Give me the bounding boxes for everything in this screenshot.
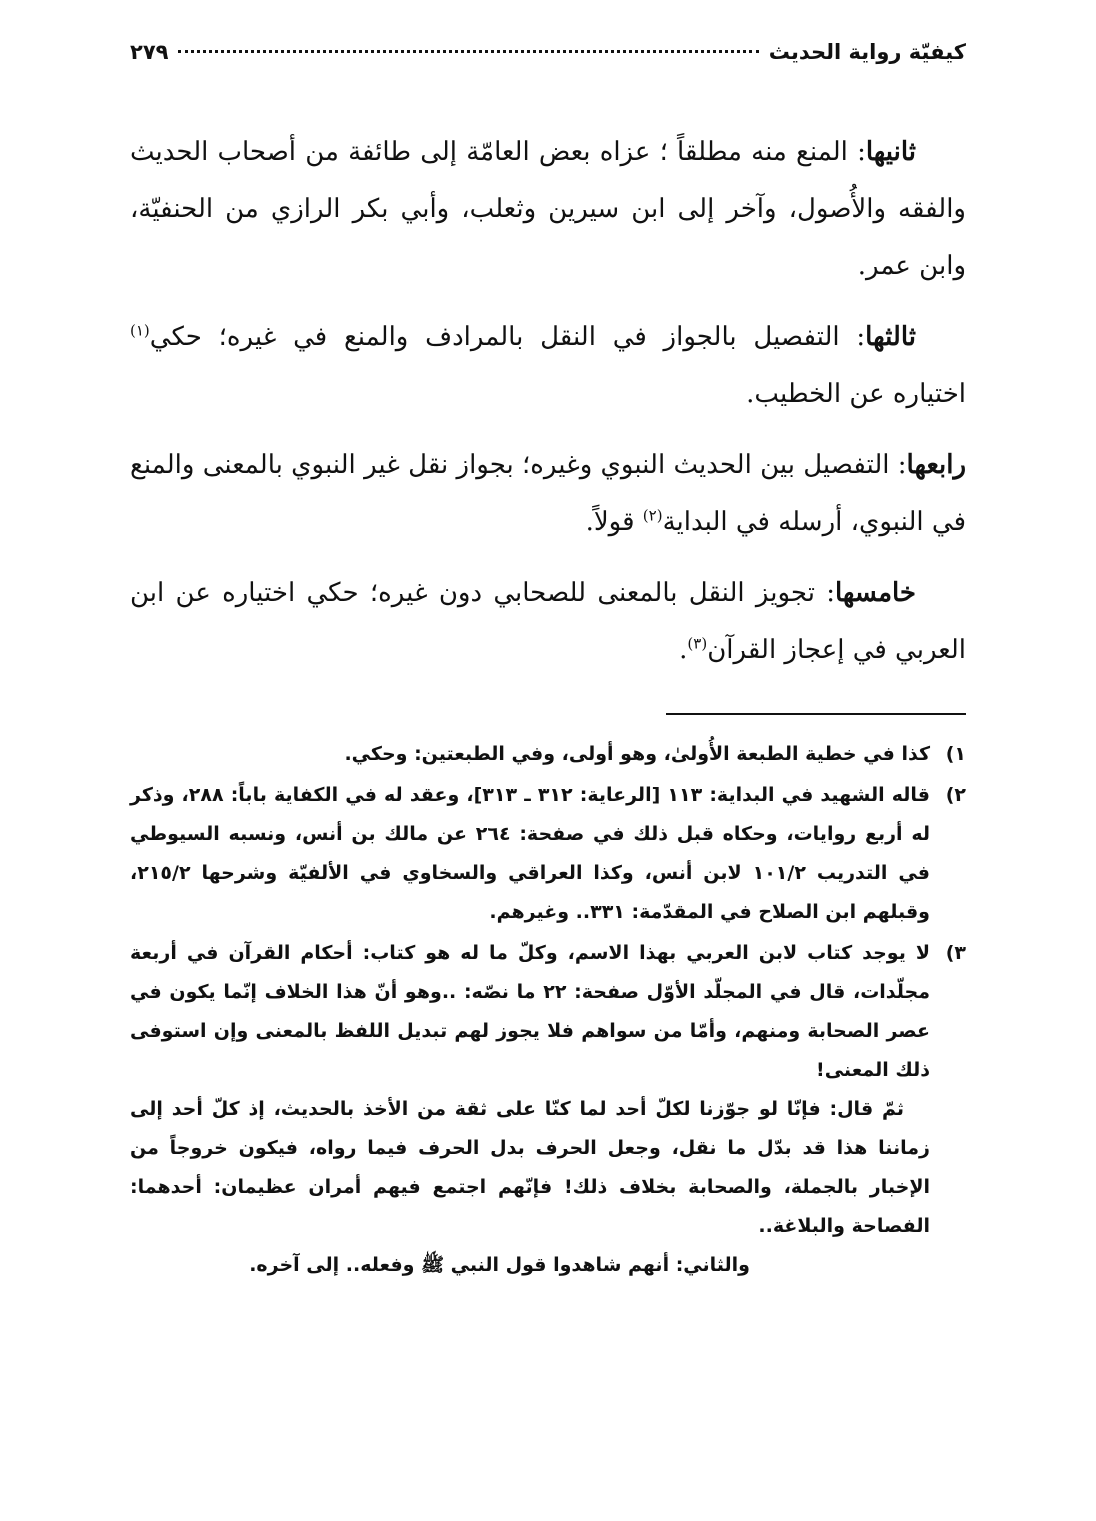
footnote-text: ثمّ قال: فإنّا لو جوّزنا لكلّ أحد لما كنّا على ثقة من الأخذ بالحديث، إذ كلّ أحد إلى زماننا هذا قد بدّل ما نقل، وجعل الحرف بدل الحرف فيما رواه، فيكون خروجاً من الإخبار بالجملة، والصحابة بخلاف ذلك! فإنّهم اجتمع فيهم أمران عظيمان: أحدهما: الفصاحة والبلاغة..: [130, 1098, 930, 1237]
paragraph-text: قولاً.: [585, 507, 643, 537]
paragraph-text: اختياره عن الخطيب.: [746, 379, 966, 409]
footnote-ref-2[interactable]: (٢): [642, 506, 663, 525]
running-header: [130, 40, 966, 80]
footnote-1: [130, 735, 966, 774]
footnote-body: [130, 776, 930, 932]
paragraph-text: : التفصيل بالجواز في النقل بالمرادف والمنع في غيره؛ حكي: [149, 322, 866, 352]
footnote-text: قاله الشهيد في البداية: ١١٣ [الرعاية: ٣١٢ ـ ٣١٣]، وعقد له في الكفاية باباً: ٢٨٨، وذكر له أربع روايات، وحكاه قبل ذلك في صفحة: ٢٦٤ عن مالك بن أنس، ونسبه السيوطي في التدريب ١٠١/٢ لابن أنس، وكذا العراقي والسخاوي في الألفيّة وشرحها ٢١٥/٢، وقبلهم ابن الصلاح في المقدّمة: ٣٣١.. وغيرهم.: [130, 784, 930, 923]
paragraph-third-view: [130, 309, 966, 423]
book-page: [130, 40, 966, 1481]
footnote-number: ٣): [945, 942, 966, 964]
footnote-text: لا يوجد كتاب لابن العربي بهذا الاسم، وكلّ ما له هو كتاب: أحكام القرآن في أربعة مجلّدات، قال في المجلّد الأوّل صفحة: ٢٢ ما نصّه: ..وهو أنّ هذا الخلاف إنّما يكون في عصر الصحابة ومنهم، وأمّا من سواهم فلا يجوز لهم تبديل اللفظ بالمعنى وإن استوفى ذلك المعنى!: [130, 942, 930, 1081]
paragraph-text: .: [679, 635, 688, 665]
paragraph-fifth-view: [130, 565, 966, 679]
footnote-text: والثاني: أنهم شاهدوا قول النبي ﷺ وفعله.. إلى آخره.: [249, 1254, 750, 1276]
footnotes: [130, 735, 966, 1285]
paragraph-fourth-view: [130, 437, 966, 551]
footnote-3: [130, 934, 966, 1285]
header-dot-leader: [178, 50, 758, 53]
main-text: [130, 124, 966, 679]
footnote-text: كذا في خطية الطبعة الأُولىٰ، وهو أولى، وفي الطبعتين: وحكي.: [344, 743, 930, 765]
paragraph-lead: ثانيها: [865, 137, 916, 167]
footnote-number: ٢): [945, 784, 966, 806]
paragraph-text: : تجويز النقل بالمعنى للصحابي دون غيره؛ حكي اختياره عن ابن العربي في إعجاز القرآن: [130, 578, 966, 665]
footnote-number: ١): [945, 743, 966, 765]
footnote-ref-1[interactable]: (١): [130, 321, 150, 340]
paragraph-lead: رابعها: [906, 450, 966, 480]
footnote-separator: [666, 713, 966, 715]
paragraph-text: : المنع منه مطلقاً ؛ عزاه بعض العامّة إلى طائفة من أصحاب الحديث والفقه والأُصول، وآخر إلى ابن سيرين وثعلب، وأبي بكر الرازي من الحنفيّة، وابن عمر.: [130, 137, 966, 281]
footnote-body: [130, 934, 930, 1285]
paragraph-lead: ثالثها: [865, 322, 916, 352]
running-title: كيفيّة رواية الحديث: [768, 40, 966, 64]
paragraph-lead: خامسها: [834, 578, 916, 608]
paragraph-second-view: [130, 124, 966, 295]
footnote-2: [130, 776, 966, 932]
footnote-ref-3[interactable]: (٣): [687, 634, 708, 653]
paragraph-text: : التفصيل بين الحديث النبوي وغيره؛ بجواز نقل غير النبوي بالمعنى والمنع في النبوي، أرسله في البداية: [130, 450, 966, 537]
footnote-body: [130, 735, 930, 774]
page-number: ٢٧٩: [130, 40, 169, 64]
